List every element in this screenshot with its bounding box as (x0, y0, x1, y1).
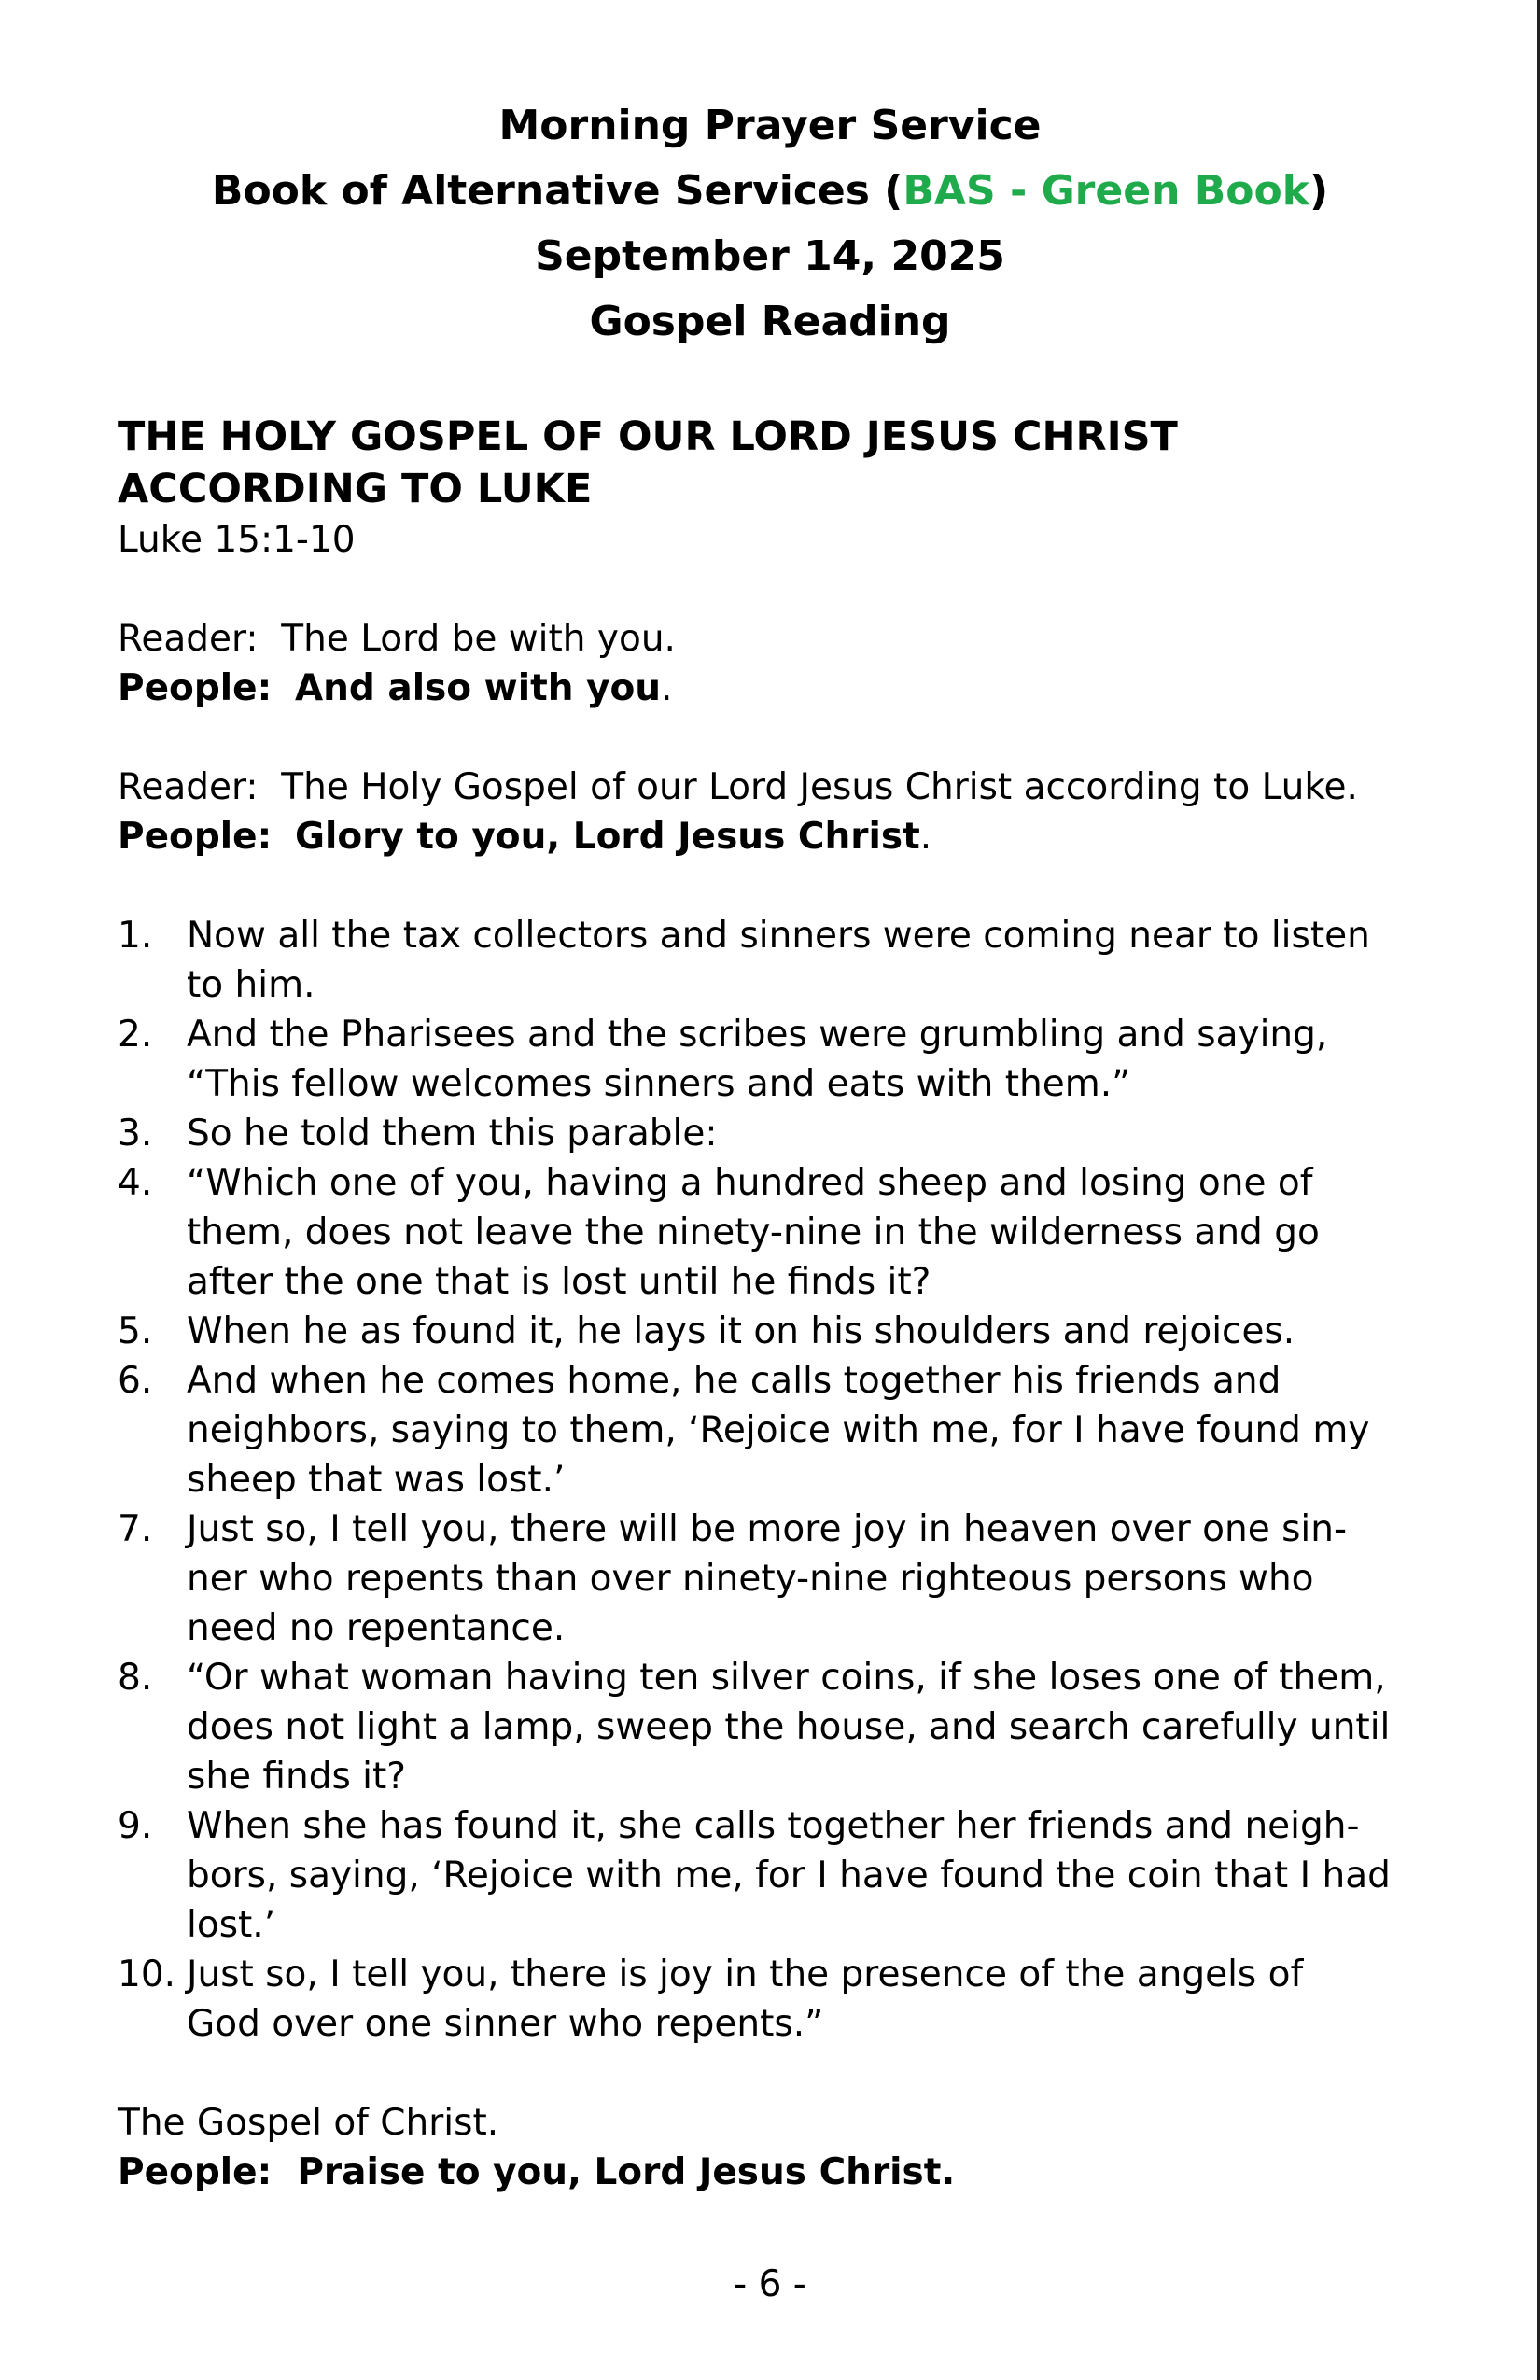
verse-line: “Or what woman having ten silver coins, if she loses one of them, (187, 1657, 1386, 1699)
reader-label: Reader: (118, 766, 259, 808)
verse-line: ner who repents than over ninety-nine righteous persons who (187, 1558, 1314, 1600)
verse-item (118, 1158, 1424, 1307)
verse-number: 7. (118, 1508, 153, 1550)
verse-item (118, 1505, 1424, 1653)
verse-item (118, 1950, 1424, 2049)
gospel-title-line-2: ACCORDING TO LUKE (118, 466, 593, 512)
page-number: - 6 - (734, 2263, 806, 2305)
people-label: People: (118, 667, 273, 709)
gospel-title-line-1: THE HOLY GOSPEL OF OUR LORD JESUS CHRIST (118, 413, 1178, 460)
verse-line: “This fellow welcomes sinners and eats with them.” (187, 1063, 1131, 1105)
people-text: Glory to you, Lord Jesus Christ (294, 816, 920, 858)
reader-text: The Holy Gospel of our Lord Jesus Christ according to Luke. (281, 766, 1358, 808)
verse-number: 2. (118, 1014, 153, 1056)
verse-line: “Which one of you, having a hundred sheep and losing one of (187, 1162, 1313, 1204)
verse-line: God over one sinner who repents.” (187, 2003, 824, 2045)
reader-label: Reader: (118, 618, 259, 660)
verse-number: 6. (118, 1360, 153, 1402)
gospel-content (118, 411, 1424, 2197)
verse-line: to him. (187, 964, 315, 1006)
verse-number: 10. (118, 1953, 176, 1995)
verse-line: And when he comes home, he calls together his friends and (187, 1360, 1281, 1402)
verse-line: Just so, I tell you, there will be more joy in heaven over one sin- (187, 1508, 1348, 1550)
verse-item (118, 1109, 1424, 1158)
verse-number: 1. (118, 915, 153, 957)
verse-item (118, 1307, 1424, 1356)
verse-line: And the Pharisees and the scribes were grumbling and saying, (187, 1014, 1328, 1056)
book-title-suffix: ) (1309, 167, 1329, 215)
verse-line: When he as found it, he lays it on his shoulders and rejoices. (187, 1310, 1295, 1352)
reader-response-1 (118, 614, 1424, 664)
verse-line: need no repentance. (187, 1607, 566, 1649)
verse-line: Now all the tax collectors and sinners were coming near to listen (187, 915, 1370, 957)
verse-number: 8. (118, 1657, 153, 1699)
people-label: People: (118, 2151, 273, 2193)
verse-item (118, 1653, 1424, 1801)
verse-line: lost.’ (187, 1904, 276, 1946)
verse-line: sheep that was lost.’ (187, 1459, 566, 1501)
page-header (0, 93, 1540, 355)
verse-number: 9. (118, 1805, 153, 1847)
book-title (0, 159, 1540, 224)
people-text: And also with you (294, 667, 662, 709)
scripture-reference: Luke 15:1-10 (118, 519, 356, 561)
verse-line: Just so, I tell you, there is joy in the presence of the angels of (187, 1953, 1304, 1995)
verse-item (118, 1356, 1424, 1505)
verse-number: 3. (118, 1113, 153, 1155)
verse-line: after the one that is lost until he finds it? (187, 1261, 931, 1303)
service-title: Morning Prayer Service (498, 102, 1042, 149)
book-title-prefix: Book of Alternative Services ( (211, 167, 903, 215)
verse-item (118, 1010, 1424, 1109)
people-response-1 (118, 664, 1424, 713)
people-response-2 (118, 812, 1424, 861)
verse-line: them, does not leave the ninety-nine in the wilderness and go (187, 1211, 1320, 1253)
reader-text: The Lord be with you. (281, 618, 676, 660)
verse-item (118, 911, 1424, 1010)
verse-line: neighbors, saying to them, ‘Rejoice with me, for I have found my (187, 1409, 1370, 1451)
bas-green-book-label: BAS - Green Book (903, 167, 1309, 215)
reader-response-2 (118, 763, 1424, 812)
verse-item (118, 1801, 1424, 1950)
verse-number: 4. (118, 1162, 153, 1204)
closing-people-response (118, 2148, 1424, 2197)
verse-list (118, 911, 1424, 2049)
verse-line: When she has found it, she calls together her friends and neigh- (187, 1805, 1360, 1847)
people-punct: . (919, 816, 932, 858)
section-title: Gospel Reading (589, 298, 951, 345)
people-text: Praise to you, Lord Jesus Christ. (297, 2151, 956, 2193)
people-punct: . (661, 667, 673, 709)
service-date: September 14, 2025 (535, 232, 1005, 280)
verse-line: So he told them this parable: (187, 1113, 718, 1155)
verse-number: 5. (118, 1310, 153, 1352)
people-label: People: (118, 816, 273, 858)
closing-line: The Gospel of Christ. (118, 2102, 499, 2144)
verse-line: does not light a lamp, sweep the house, and search carefully until (187, 1706, 1391, 1748)
verse-line: she finds it? (187, 1756, 407, 1798)
verse-line: bors, saying, ‘Rejoice with me, for I have found the coin that I had (187, 1855, 1391, 1897)
